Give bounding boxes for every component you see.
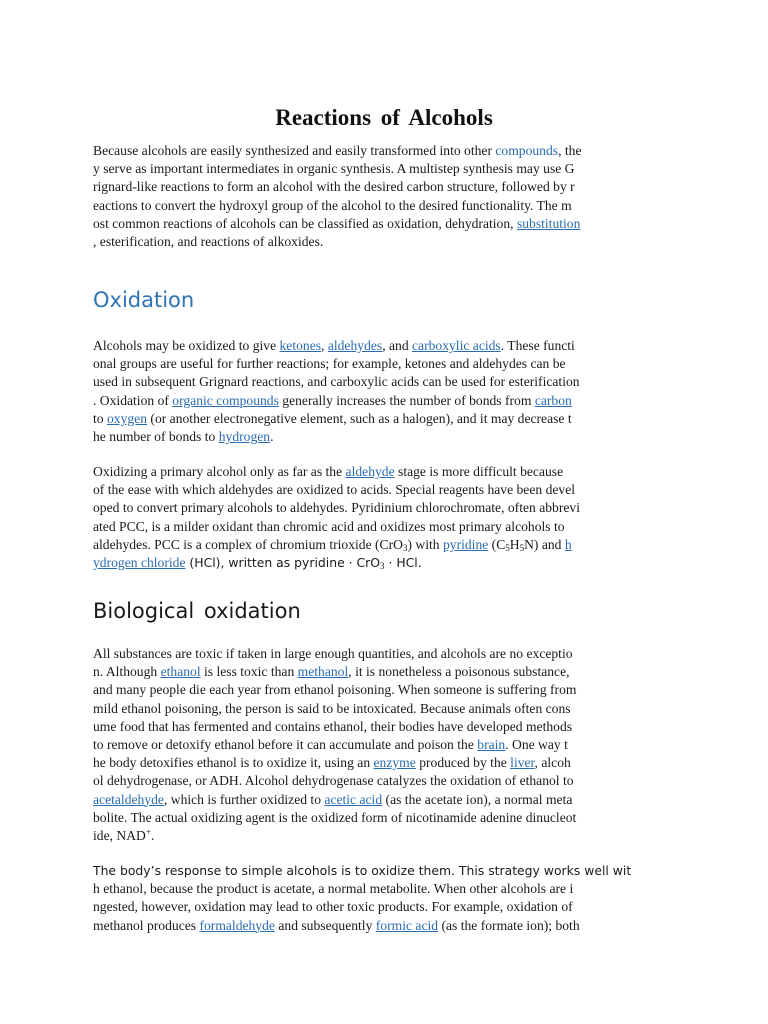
link-brain[interactable]: brain: [477, 736, 506, 752]
text-line: The body’s response to simple alcohols is to oxidize them. This strategy works well wit: [93, 863, 632, 878]
text-line: [93, 554, 693, 572]
text: ,: [321, 338, 328, 353]
text: n. Although: [93, 664, 161, 680]
oxidation-paragraph-2: [93, 463, 693, 572]
text-line: [93, 142, 693, 160]
text: aldehydes. PCC is a complex of chromium trioxide (CrO: [93, 536, 403, 552]
link-substitution[interactable]: substitution: [516, 215, 581, 231]
link-methanol[interactable]: methanol: [297, 664, 349, 680]
text-line: [93, 754, 693, 772]
text: . One way t: [505, 736, 568, 752]
text: (or another electronegative element, such as a halogen), and it may decrease t: [147, 410, 572, 426]
text: , the: [558, 143, 582, 158]
biological-paragraph-2: [93, 862, 693, 935]
text: , alcoh: [534, 755, 571, 771]
text: generally increases the number of bonds from: [278, 392, 535, 408]
text-line: ol dehydrogenase, or ADH. Alcohol dehydrogenase catalyzes the oxidation of ethanol to: [93, 773, 574, 789]
text-line: ated PCC, is a milder oxidant than chromic acid and oxidizes most primary alcohols to: [93, 518, 565, 534]
link-liver[interactable]: liver: [510, 755, 535, 771]
text-line: of the ease with which aldehydes are oxidized to acids. Special reagents have been devel: [93, 482, 576, 498]
link-carboxylic-acids[interactable]: carboxylic acids: [412, 338, 501, 353]
text-line: [93, 536, 693, 554]
link-ethanol[interactable]: ethanol: [160, 664, 201, 680]
text: , and: [382, 338, 413, 353]
link-ketones[interactable]: ketones: [279, 338, 322, 353]
text: stage is more difficult because: [394, 464, 564, 479]
text: he number of bonds to: [93, 428, 219, 444]
text: Oxidizing a primary alcohol only as far as the: [93, 464, 346, 479]
text: . These functi: [500, 338, 575, 353]
link-aldehyde[interactable]: aldehyde: [345, 464, 395, 479]
link-oxygen[interactable]: oxygen: [106, 410, 148, 426]
text: ) with: [407, 536, 443, 552]
text-line: [93, 410, 693, 428]
text: . Oxidation of: [93, 392, 173, 408]
text: Alcohols may be oxidized to give: [93, 338, 280, 353]
link-carbon[interactable]: carbon: [534, 392, 572, 408]
text-line: [93, 392, 693, 410]
section-heading-biological-oxidation: Biological oxidation: [93, 599, 301, 623]
text-line: , esterification, and reactions of alkoxides.: [93, 233, 324, 249]
text-line: used in subsequent Grignard reactions, and carboxylic acids can be used for esterification: [93, 374, 580, 390]
link-hydrogen-chloride[interactable]: ydrogen chloride: [93, 554, 186, 570]
text: (as the acetate ion), a normal meta: [382, 791, 573, 807]
subscript: 5: [519, 542, 525, 553]
text: ide, NAD: [93, 827, 146, 843]
text-line: rignard-like reactions to form an alcohol with the desired carbon structure, followed by r: [93, 179, 575, 195]
text-line: [93, 428, 693, 446]
oxidation-paragraph-1: [93, 337, 693, 446]
text: N) and: [524, 536, 565, 552]
text-line: [93, 827, 693, 845]
text-line: ume food that has fermented and contains ethanol, their bodies have developed methods: [93, 718, 573, 734]
text-line: ngested, however, oxidation may lead to other toxic products. For example, oxidation of: [93, 899, 573, 915]
text: he body detoxifies ethanol is to oxidize it, using an: [93, 755, 374, 771]
text-line: oped to convert primary alcohols to aldehydes. Pyridinium chlorochromate, often abbrevi: [93, 500, 580, 516]
text: is less toxic than: [200, 664, 298, 680]
subscript: 3: [380, 560, 385, 571]
text-line: h ethanol, because the product is acetate, a normal metabolite. When other alcohols are i: [93, 881, 574, 897]
text-line: mild ethanol poisoning, the person is said to be intoxicated. Because animals often cons: [93, 700, 571, 716]
link-acetaldehyde[interactable]: acetaldehyde: [93, 791, 164, 807]
text-line: [93, 215, 693, 233]
link-hydrogen[interactable]: hydrogen: [218, 428, 271, 444]
intro-paragraph: [93, 142, 693, 251]
text-line: [93, 663, 693, 681]
text: Because alcohols are easily synthesized and easily transformed into other: [93, 143, 496, 158]
text: , it is nonetheless a poisonous substance,: [348, 664, 570, 680]
text-line: [93, 463, 693, 481]
subscript: 5: [505, 542, 510, 553]
link-organic-compounds[interactable]: organic compounds: [172, 392, 279, 408]
text: (C: [488, 536, 506, 552]
text: · HCl.: [384, 554, 422, 570]
text: .: [150, 827, 155, 843]
text: ost common reactions of alcohols can be classified as oxidation, dehydration,: [93, 215, 517, 231]
text-line: y serve as important intermediates in organic synthesis. A multistep synthesis may use G: [93, 161, 575, 177]
text: and subsequently: [274, 917, 376, 933]
text: .: [270, 428, 274, 444]
text-line: bolite. The actual oxidizing agent is the oxidized form of nicotinamide adenine dinucleot: [93, 809, 577, 825]
document-title: Reactions of Alcohols: [275, 105, 493, 130]
text: produced by the: [415, 755, 511, 771]
text: to remove or detoxify ethanol before it can accumulate and poison the: [93, 736, 478, 752]
text-line: All substances are toxic if taken in large enough quantities, and alcohols are no exceptio: [93, 646, 573, 661]
superscript: +: [145, 826, 151, 837]
link-aldehydes[interactable]: aldehydes: [327, 338, 383, 353]
link-hydrogen-chloride-start[interactable]: h: [564, 536, 572, 552]
text: methanol produces: [93, 917, 200, 933]
text-line: eactions to convert the hydroxyl group of the alcohol to the desired functionality. The m: [93, 197, 572, 213]
text: H: [509, 536, 520, 552]
text-line: onal groups are useful for further reactions; for example, ketones and aldehydes can be: [93, 356, 566, 372]
subscript: 3: [402, 542, 408, 553]
text: , which is further oxidized to: [163, 791, 325, 807]
link-compounds[interactable]: compounds: [495, 143, 559, 158]
text-line: [93, 791, 693, 809]
text-line: and many people die each year from ethanol poisoning. When someone is suffering from: [93, 682, 577, 698]
text: to: [93, 410, 107, 426]
text: (HCl), written as pyridine · CrO: [185, 554, 381, 570]
link-formic-acid[interactable]: formic acid: [375, 917, 439, 933]
text: (as the formate ion); both: [438, 917, 580, 933]
link-pyridine[interactable]: pyridine: [442, 536, 489, 552]
text-line: [93, 917, 693, 935]
biological-paragraph-1: [93, 645, 693, 845]
text-line: [93, 337, 693, 355]
text-line: [93, 736, 693, 754]
link-acetic-acid[interactable]: acetic acid: [324, 791, 383, 807]
link-enzyme[interactable]: enzyme: [373, 755, 416, 771]
section-heading-oxidation: Oxidation: [93, 288, 195, 312]
link-formaldehyde[interactable]: formaldehyde: [199, 917, 275, 933]
